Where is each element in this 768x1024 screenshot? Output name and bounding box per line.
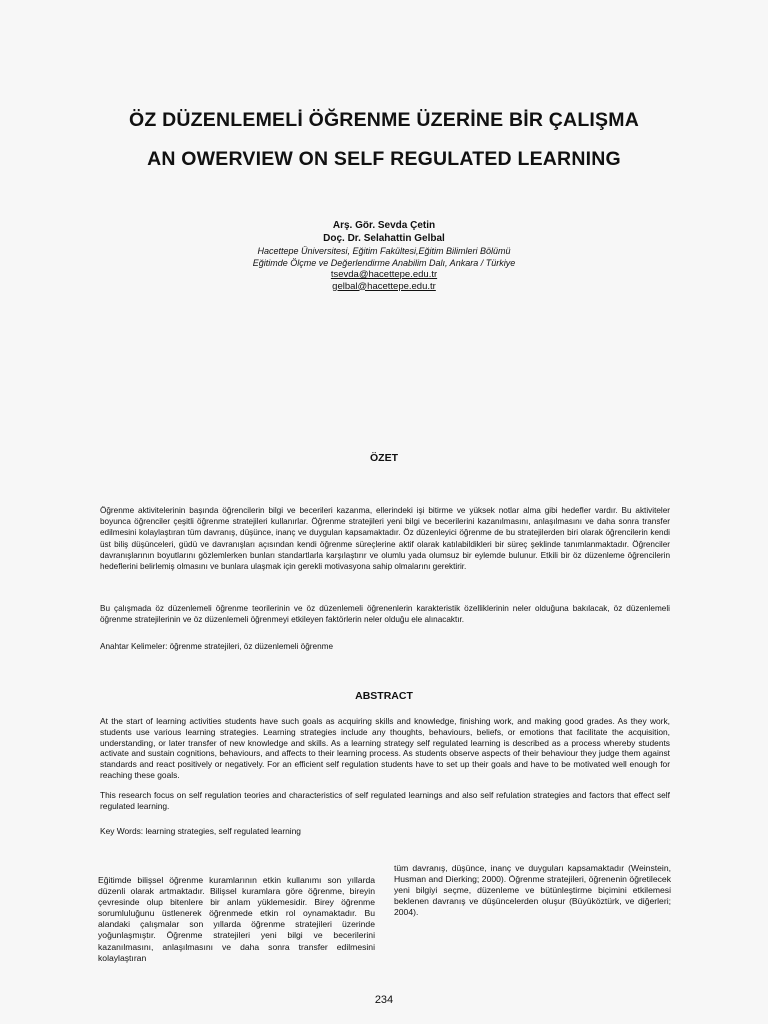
page-number: 234 — [374, 994, 394, 1006]
author-block — [0, 220, 768, 292]
ozet-heading: ÖZET — [370, 452, 398, 464]
abstract-section — [100, 716, 670, 781]
abstract-keywords-block — [100, 826, 670, 837]
affiliation-1: Hacettepe Üniversitesi, Eğitim Fakültesi,Eğitim Bilimleri Bölümü — [257, 246, 511, 256]
ozet-keywords: Anahtar Kelimeler: öğrenme stratejileri, öz düzenlemeli öğrenme — [100, 642, 333, 651]
body-left-text: Eğitimde bilişsel öğrenme kuramlarının etkin kullanımı son yıllarda düzenli olarak artmaktadır. Bilişsel kuramlara göre öğrenme, bireyin çevresinde olup bitenlere bir anlam yüklemesidir. Birey öğrenme sorumluluğunu üstlenerek öğrenmede etkin rol oynamaktadır. Bu alandaki çalışmalar son yıllarda öğrenme stratejileri üzerinde yoğunlaşmıştır. Öğrenme stratejileri yeni bilgi ve becerilerini kazanılmasını, anlaşılmasını ve daha sonra transfer edilmesini kolaylaştıran — [98, 875, 375, 963]
author-2: Doç. Dr. Selahattin Gelbal — [323, 232, 445, 244]
ozet-paragraph-1: Öğrenme aktivitelerinin başında öğrencilerin bilgi ve becerileri kazanma, ellerindeki işi bitirme ve yüksek notlar alma gibi hedefler vardır. Bu aktiviteler boyunca öğrenciler çeşitli öğrenme stratejileri kullanırlar. Öğrenme stratejileri yeni bilgi ve becerilerini kazanılmasını, anlaşılmasını ve daha sonra transfer edilmesini kolaylaştıran tüm davranış, düşünce, inanç ve duygulan kapsamaktadır. Öz düzenleyici öğrenme de bu stratejilerden biri olarak öğrencilerin kendi üst biliş düşünceleri, güdü ve davranışları açısından kendi öğrenme süreçlerine aktif olarak katılabildikleri bir süreç şeklinde tanımlanmaktadır. Öğrenciler davranışlarının boyutlarını gözlemlerken bunları standartlarla karşılaştırır ve olumlu yada olumsuz bir eylemde bulunur. Etkili bir öz düzenleme öğrencilerin hedeflerini belirlemiş olmasını ve bunlara ulaşmak için gerekli motivasyona sahip olmalarını gerektirir. — [100, 506, 670, 572]
body-column-right — [394, 863, 671, 918]
title-turkish: ÖZ DÜZENLEMELİ ÖĞRENME ÜZERİNE BİR ÇALIŞMA — [129, 109, 639, 131]
ozet-keywords-block — [100, 641, 670, 652]
title-english: AN OWERVIEW ON SELF REGULATED LEARNING — [147, 148, 621, 170]
author-1: Arş. Gör. Sevda Çetin — [332, 220, 436, 231]
body-column-left — [98, 875, 375, 964]
ozet-section — [100, 505, 670, 572]
ozet-paragraph-2: Bu çalışmada öz düzenlemeli öğrenme teorilerinin ve öz düzenlemeli öğrenenlerin karakteristik özelliklerinin neler olduğuna bakılacak, öz düzenlemeli öğrenme stratejilerinin ve öz düzenlemeli öğrenmeyi etkileyen faktörlerin neler olduğu ele alınacaktır. — [100, 604, 670, 625]
abstract-paragraph-2-block — [100, 790, 670, 812]
abstract-heading: ABSTRACT — [355, 690, 413, 702]
ozet-paragraph-2-block — [100, 603, 670, 625]
email-2[interactable]: gelbal@hacettepe.edu.tr — [332, 280, 436, 292]
affiliation-2: Eğitimde Ölçme ve Değerlendirme Anabilim Dalı, Ankara / Türkiye — [252, 258, 516, 268]
abstract-paragraph-1: At the start of learning activities students have such goals as acquiring skills and knowledge, finishing work, and making good grades. As they work, students use various learning strategies. Learning strategies include any thoughts, behaviours, beliefs, or emotions that facilitate the acquisition, understanding, or later transfer of new knowledge and skills. As a learning strategy self regulated learning is described as a process whereby students activate and sustain cognitions, behaviours, and affects to their learning process. As students observe aspects of their behaviour they judge them against standards and react positively or negatively. For an efficient self regulation students have to set up their goals and have to be motivated well enough for reaching these goals. — [100, 716, 670, 780]
abstract-keywords: Key Words: learning strategies, self regulated learning — [100, 826, 301, 836]
body-right-text: tüm davranış, düşünce, inanç ve duyguları kapsamaktadır (Weinstein, Husman and Dierking; 2000). Öğrenme stratejileri, öğrenenin öğretilecek yeni bilgiyi seçme, düzenleme ve bütünleştirme biçimini etkilemesi beklenen davranış ve düşüncelerden oluşur (Büyüköztürk, ve diğerleri; 2004). — [394, 863, 671, 918]
email-1[interactable]: tsevda@hacettepe.edu.tr — [330, 269, 438, 280]
abstract-paragraph-2: This research focus on self regulation teories and characteristics of self regulated learnings and also self refulation strategies and factors that effect self regulated learning. — [100, 790, 670, 811]
